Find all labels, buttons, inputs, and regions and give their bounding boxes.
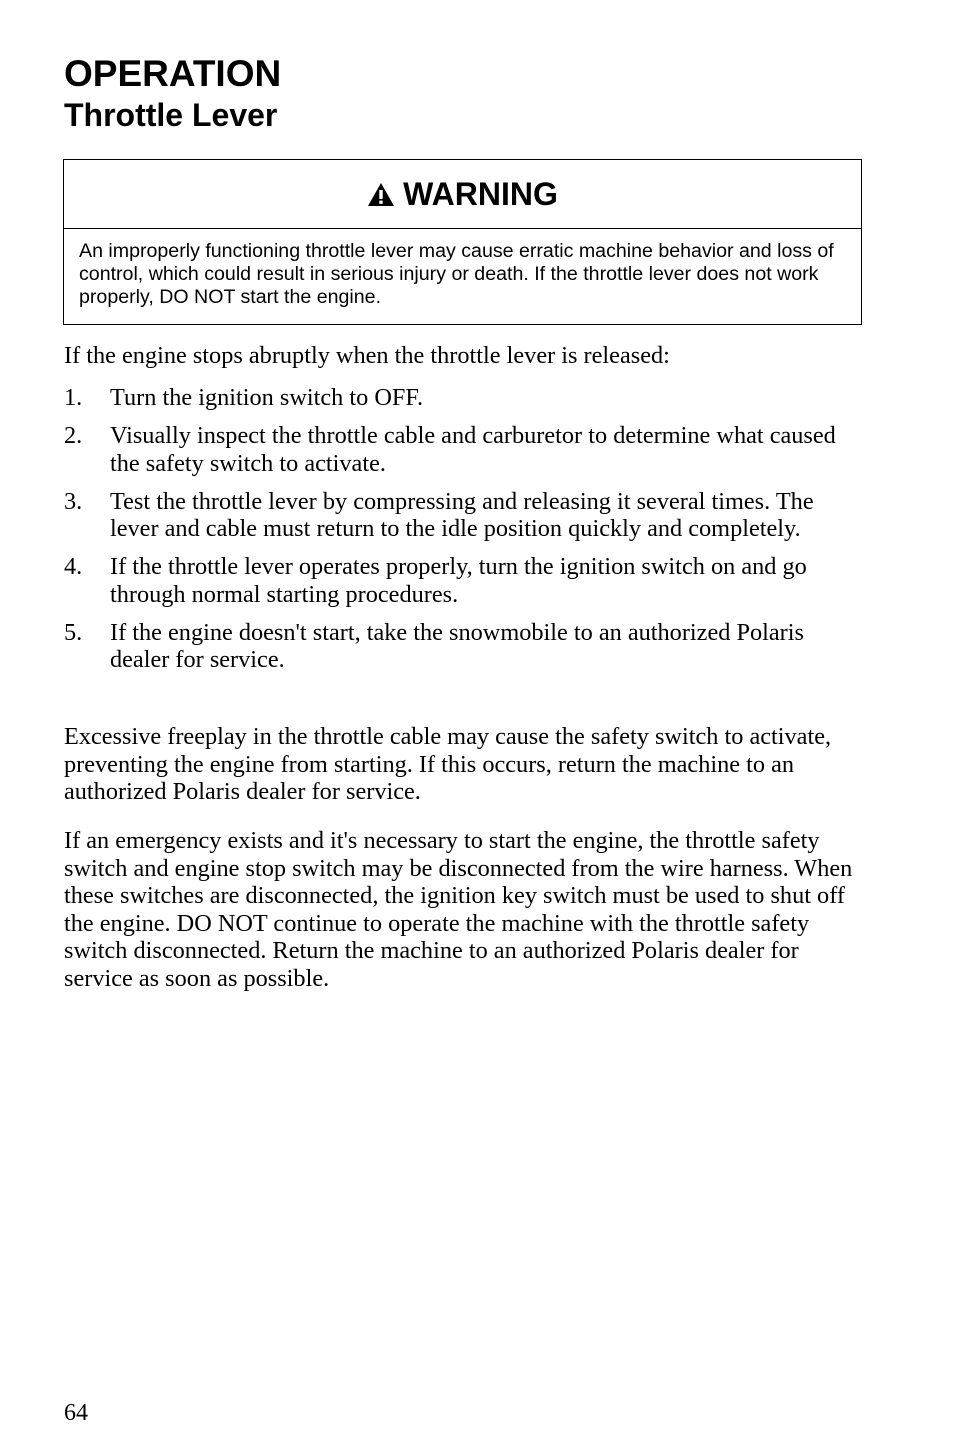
subsection-title: Throttle Lever bbox=[64, 97, 278, 133]
warning-title: WARNING bbox=[403, 175, 558, 212]
steps-list bbox=[64, 384, 864, 684]
list-item bbox=[64, 422, 864, 477]
list-item bbox=[64, 488, 864, 543]
step-text: If the engine doesn't start, take the snowmobile to an authorized Polaris dealer for service. bbox=[110, 618, 804, 673]
step-text: Test the throttle lever by compressing and releasing it several times. The lever and cable must return to the idle position quickly and completely. bbox=[110, 487, 814, 542]
step-number: 5. bbox=[64, 618, 83, 646]
step-text: Visually inspect the throttle cable and carburetor to determine what caused the safety switch to activate. bbox=[110, 422, 836, 477]
freeplay-paragraph: Excessive freeplay in the throttle cable may cause the safety switch to activate, preventing the engine from starting. If this occurs, return the machine to an authorized Polaris dealer for service. bbox=[64, 723, 832, 805]
step-number: 1. bbox=[64, 384, 83, 411]
step-number: 2. bbox=[64, 422, 83, 449]
list-item bbox=[64, 553, 864, 608]
warning-header bbox=[64, 160, 861, 229]
warning-triangle-icon bbox=[367, 182, 395, 207]
warning-box bbox=[63, 159, 862, 325]
section-title: OPERATION bbox=[64, 53, 282, 94]
warning-text: An improperly functioning throttle lever may cause erratic machine behavior and loss of control, which could result in serious injury or death. If the throttle lever does not work properly, DO NOT start the engine. bbox=[79, 240, 834, 308]
step-text: Turn the ignition switch to OFF. bbox=[110, 384, 424, 411]
emergency-paragraph: If an emergency exists and it's necessary to start the engine, the throttle safety switch and engine stop switch may be disconnected from the wire harness. When these switches are disconnected, the ignition key switch must be used to shut off the engine. DO NOT continue to operate the machine with the throttle safety switch disconnected. Return the machine to an authorized Polaris dealer for service as soon as possible. bbox=[64, 827, 853, 992]
list-item bbox=[64, 619, 864, 674]
step-text: If the throttle lever operates properly, turn the ignition switch on and go through normal starting procedures. bbox=[110, 553, 807, 608]
step-number: 4. bbox=[64, 553, 83, 580]
intro-paragraph: If the engine stops abruptly when the throttle lever is released: bbox=[64, 342, 670, 369]
page-number: 64 bbox=[64, 1400, 88, 1426]
list-item bbox=[64, 384, 864, 412]
step-number: 3. bbox=[64, 487, 83, 515]
